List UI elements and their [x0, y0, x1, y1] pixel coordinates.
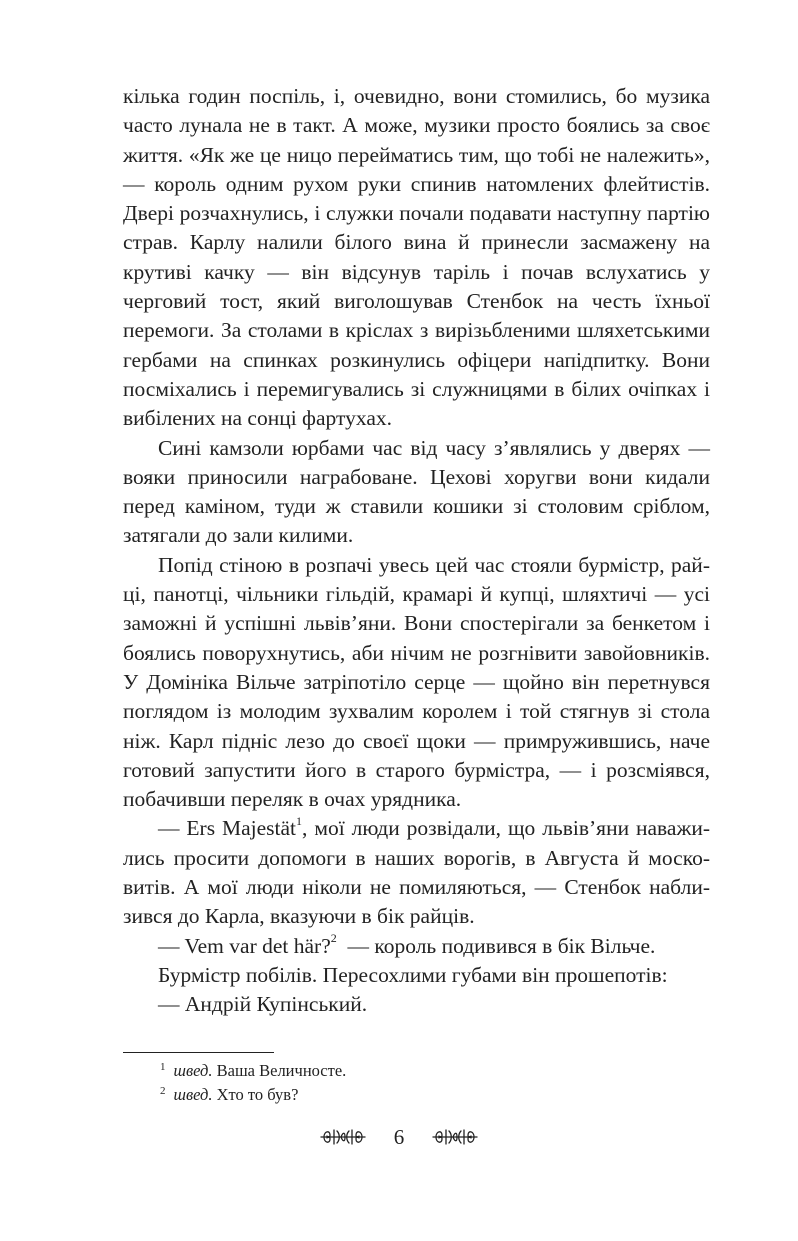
footnotes	[160, 1059, 660, 1107]
dialog-text: — Ers Majestät	[158, 816, 297, 841]
footnote-2	[160, 1083, 660, 1107]
vine-ornament-icon	[320, 1126, 366, 1148]
footnote-text: Ваша Величносте.	[216, 1061, 347, 1080]
dialog-text: — король подивився в бік Вільче.	[336, 933, 656, 958]
paragraph-4	[123, 814, 710, 931]
paragraph-5	[123, 932, 710, 961]
footnote-number: 2	[160, 1084, 166, 1097]
paragraph-3: Попід стіною в розпачі увесь цей час стояли бурмістр, райці, панотці, чільники гільдій, крамарі й купці, шляхтичі — усі заможні й успішні львів’яни. Вони спостерігали за бенкетом і боялись поворухнутись, аби нічим не розгнівити завойовників. У Домініка Вільче затріпотіло серце — щойно він перетнувся поглядом із молодим зухвалим королем і той стягнув зі стола ніж. Карл підніс лезо до своєї щоки — примружившись, наче готовий запустити його в старого бурмістра, — і розсміявся, побачивши переляк в очах урядника.	[123, 552, 710, 812]
footnote-divider	[123, 1052, 274, 1053]
page-footer	[0, 1122, 798, 1152]
main-text	[123, 82, 710, 1020]
footnote-number: 1	[160, 1060, 166, 1073]
dialog-text: — Vem var det här?	[158, 933, 331, 958]
footnote-1	[160, 1059, 660, 1083]
paragraph-1: кілька годин поспіль, і, очевидно, вони стомились, бо музика часто лунала не в такт. А може, музики просто боялись за своє життя. «Як же це ницо перейматись тим, що тобі не належить», — король одним рухом руки спинив натомлених флейтистів. Двері розчахнулись, і служки почали подавати наступну партію страв. Карлу налили білого вина й принесли засмажену на крутиві качку — він відсунув таріль і почав вслухатись у черговий тост, який виголошував Стенбок на честь їхньої перемоги. За столами в кріслах з вирізьбленими шляхетськими гербами на спинках розкинулись офіцери напідпитку. Вони посміхались і перемигувались зі служницями в білих очіпках і вибілених на сонці фартухах.	[123, 84, 710, 431]
vine-ornament-icon	[432, 1126, 478, 1148]
footnote-ref-2[interactable]: 2	[330, 931, 337, 946]
paragraph-2: Сині камзоли юрбами час від часу з’являлись у дверях — вояки приносили награбоване. Цехові хоругви вони кидали перед каміном, туди ж ставили кошики зі столовим сріблом, затягали до зали килими.	[123, 435, 710, 548]
footnote-language: швед.	[173, 1061, 213, 1080]
paragraph-6: Бурмістр побілів. Пересохлими губами він прошепотів:	[158, 962, 668, 987]
paragraph-7: — Андрій Купінський.	[158, 992, 368, 1017]
page-number: 6	[393, 1124, 405, 1149]
dialog-text: , мої люди розвідали, що львів’яни наважились просити допомоги в наших ворогів, в Августа й московитів. А мої люди ніколи не помиляються, — Стенбок наблизився до Карла, вказуючи в бік райців.	[123, 816, 710, 929]
footnote-language: швед.	[173, 1085, 213, 1104]
footnote-text: Хто то був?	[216, 1085, 299, 1104]
footnote-ref-1[interactable]: 1	[296, 814, 303, 829]
